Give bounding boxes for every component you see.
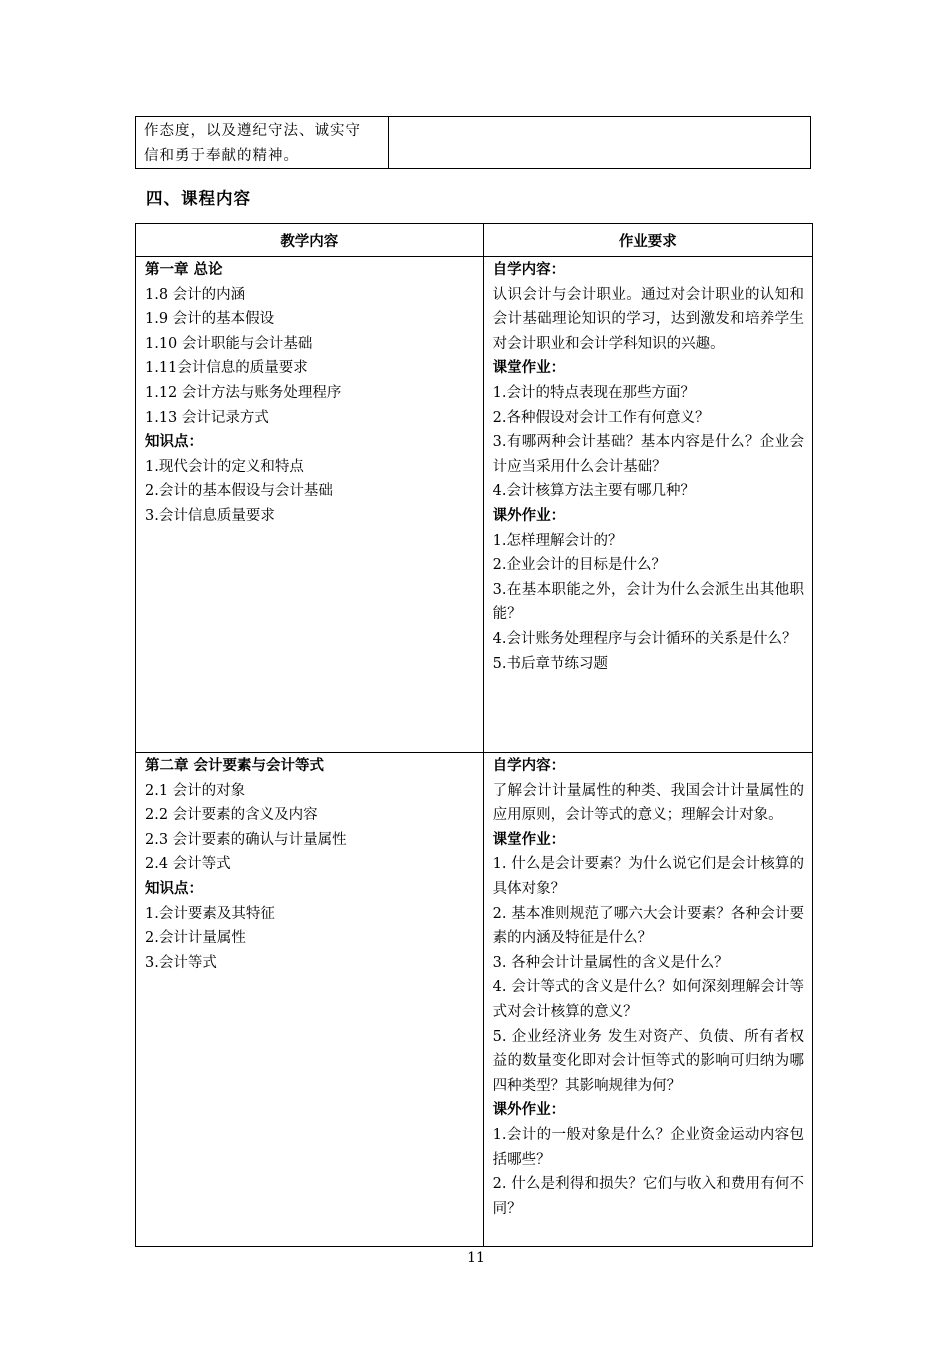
text-line: 作态度，以及遵纪守法、诚实守 <box>144 123 361 139</box>
page-number: 11 <box>467 1250 485 1266</box>
section-item: 2.4 会计等式 <box>145 856 231 873</box>
section-item: 1.11会计信息的质量要求 <box>145 360 308 377</box>
knowledge-point: 1.会计要素及其特征 <box>145 905 275 922</box>
assignment-item: 2. 基本准则规范了哪六大会计要素？各种会计要素的内涵及特征是什么？ <box>492 905 804 947</box>
assignment-item: 3.有哪两种会计基础？基本内容是什么？企业会计应当采用什么会计基础？ <box>492 434 804 475</box>
section-item: 2.1 会计的对象 <box>145 782 246 799</box>
assignment-item: 3.在基本职能之外，会计为什么会派生出其他职能？ <box>492 581 804 623</box>
assignment-item: 4. 会计等式的含义是什么？如何深刻理解会计等式对会计核算的意义？ <box>492 979 804 1020</box>
section-item: 2.3 会计要素的确认与计量属性 <box>145 831 347 848</box>
homework-label: 课外作业： <box>492 506 566 524</box>
section-item: 1.9 会计的基本假设 <box>145 311 275 328</box>
section-heading: 四、课程内容 <box>146 189 251 208</box>
assignment-item: 4.会计账务处理程序与会计循环的关系是什么？ <box>492 630 797 647</box>
assignment-item: 1.怎样理解会计的？ <box>492 532 623 549</box>
homework-label: 课外作业： <box>492 1101 566 1119</box>
assignment-item: 1.会计的一般对象是什么？企业资金运动内容包括哪些？ <box>492 1126 804 1168</box>
self-study-label: 自学内容： <box>492 757 566 774</box>
assignment-item: 1. 什么是会计要素？为什么说它们是会计核算的具体对象？ <box>492 856 804 897</box>
chapter-title: 第一章 总论 <box>145 261 223 278</box>
self-study-label: 自学内容： <box>492 261 566 278</box>
knowledge-point: 3.会计信息质量要求 <box>145 507 275 524</box>
section-item: 1.8 会计的内涵 <box>145 286 246 303</box>
top-table-left-cell <box>136 117 389 169</box>
chapter-title: 第二章 会计要素与会计等式 <box>145 757 325 774</box>
classwork-label: 课堂作业： <box>492 830 566 848</box>
row2-teaching-content <box>136 753 484 1247</box>
row2-assignments <box>483 753 812 1247</box>
assignment-item: 3. 各种会计计量属性的含义是什么？ <box>492 954 729 971</box>
section-item: 2.2 会计要素的含义及内容 <box>145 807 318 824</box>
assignment-item: 2. 什么是利得和损失？它们与收入和费用有何不同？ <box>492 1176 804 1217</box>
row1-teaching-content <box>136 257 484 753</box>
row1-assignments <box>483 257 812 753</box>
knowledge-point: 1.现代会计的定义和特点 <box>145 458 304 475</box>
assignment-item: 2.各种假设对会计工作有何意义？ <box>492 409 710 426</box>
classwork-label: 课堂作业： <box>492 359 566 377</box>
header-assignment-requirements: 作业要求 <box>483 224 812 257</box>
knowledge-point: 2.会计计量属性 <box>145 930 246 947</box>
top-table-right-cell <box>389 117 811 169</box>
assignment-item: 5.书后章节练习题 <box>492 655 608 672</box>
self-study-text: 认识会计与会计职业。通过对会计职业的认知和会计基础理论知识的学习，达到激发和培养学生对会计职业和会计学科知识的兴趣。 <box>492 286 804 352</box>
table-row <box>136 257 813 753</box>
section-item: 1.13 会计记录方式 <box>145 409 269 426</box>
course-content-table <box>135 223 813 1247</box>
self-study-text: 了解会计计量属性的种类、我国会计计量属性的应用原则，会计等式的意义；理解会计对象。 <box>492 782 804 824</box>
assignment-item: 5. 企业经济业务 发生对资产、负债、所有者权益的数量变化即对会计恒等式的影响可归纳为哪四种类型？其影响规律为何？ <box>492 1028 804 1094</box>
section-item: 1.10 会计职能与会计基础 <box>145 335 313 352</box>
assignment-item: 1.会计的特点表现在那些方面？ <box>492 384 695 401</box>
assignment-item: 2.企业会计的目标是什么？ <box>492 557 666 574</box>
table-row <box>136 753 813 1247</box>
knowledge-points-label: 知识点： <box>145 433 203 451</box>
header-teaching-content: 教学内容 <box>136 224 484 257</box>
table-header-row <box>136 224 813 257</box>
knowledge-point: 2.会计的基本假设与会计基础 <box>145 483 333 500</box>
knowledge-point: 3.会计等式 <box>145 954 217 971</box>
top-table-fragment <box>135 116 811 169</box>
section-item: 1.12 会计方法与账务处理程序 <box>145 384 342 401</box>
knowledge-points-label: 知识点： <box>145 879 203 897</box>
text-line: 信和勇于奉献的精神。 <box>144 147 299 164</box>
assignment-item: 4.会计核算方法主要有哪几种？ <box>492 483 695 500</box>
